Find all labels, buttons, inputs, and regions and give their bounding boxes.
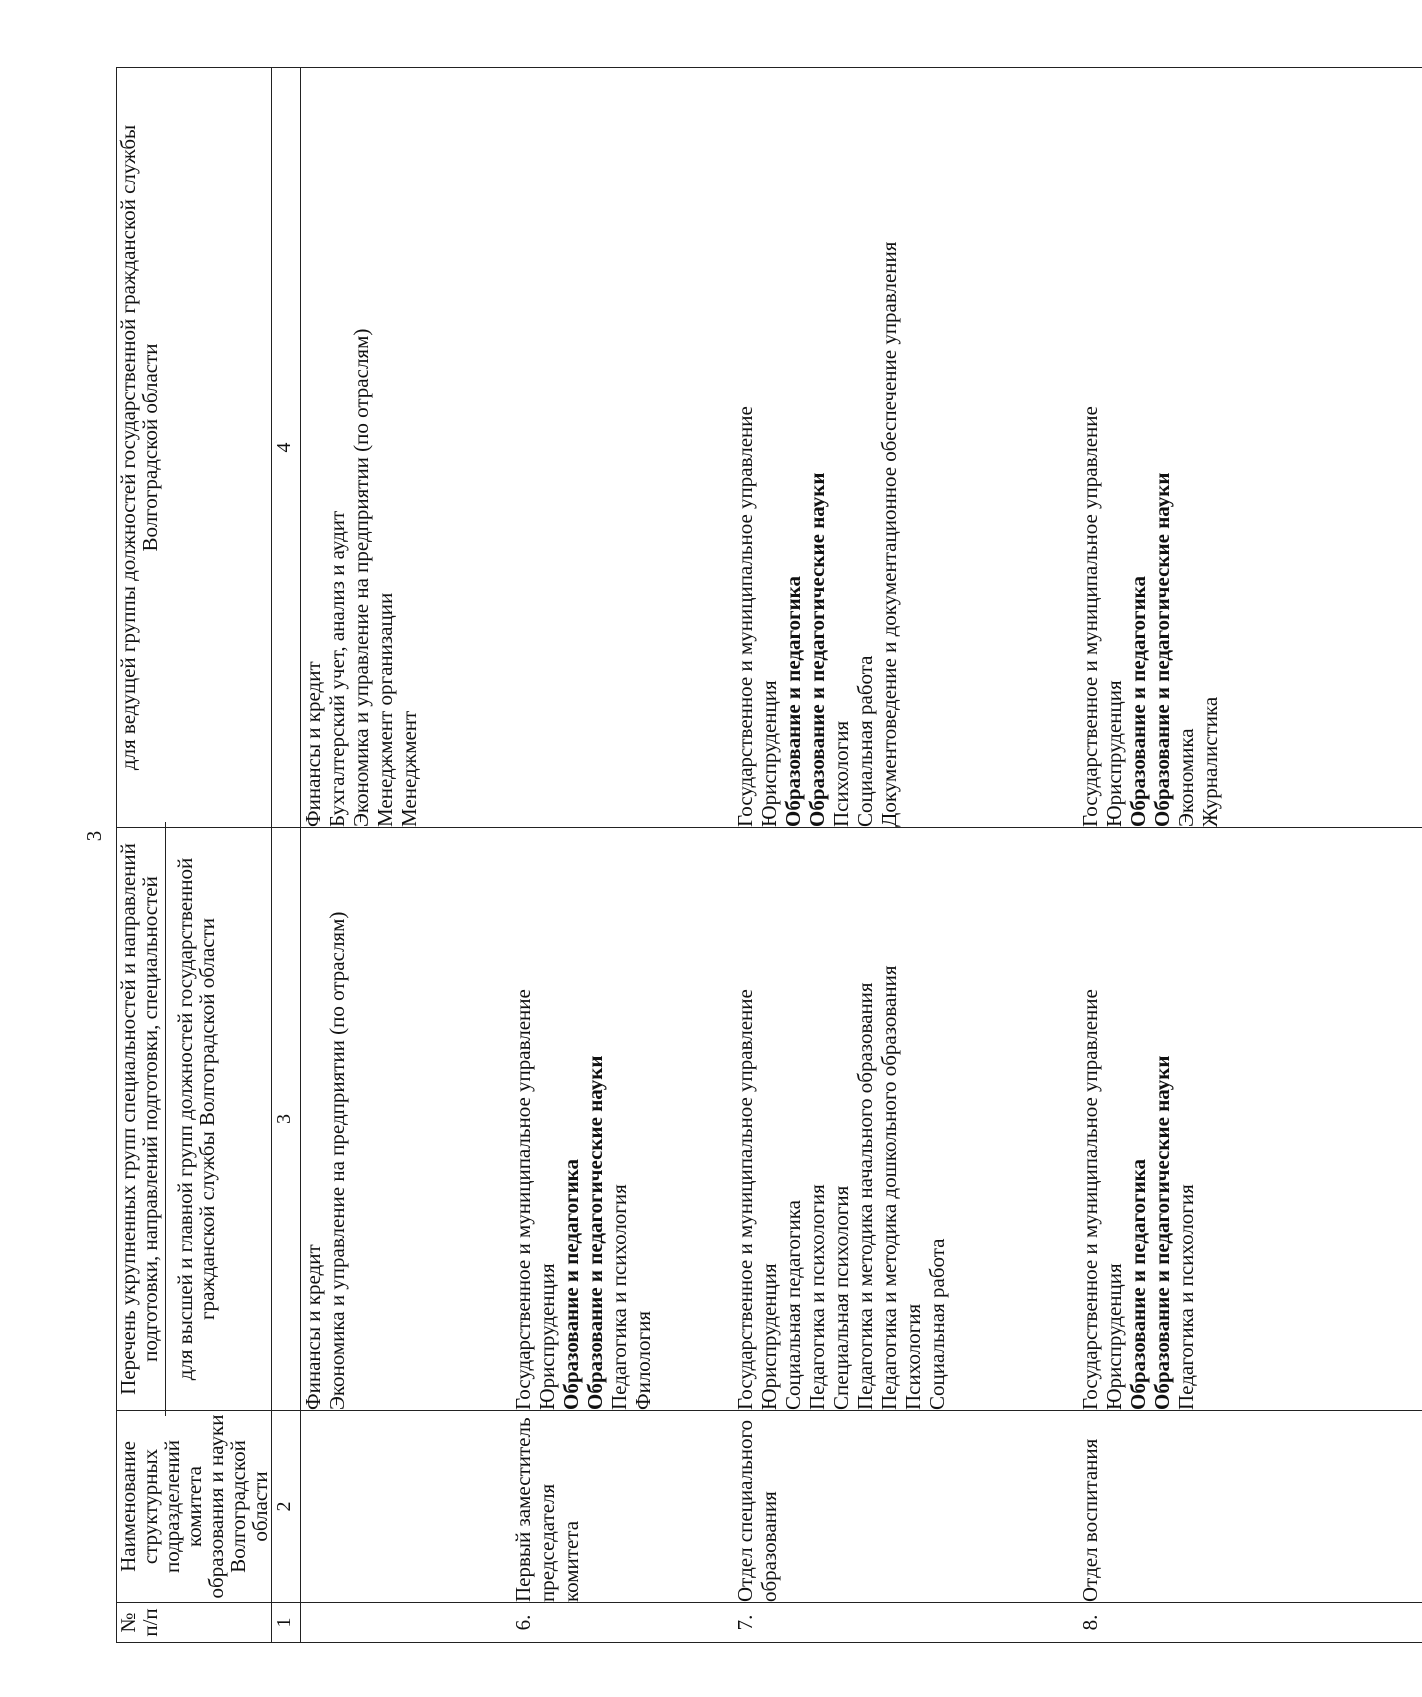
specialty-item: Образование и педагогика	[1126, 576, 1150, 827]
table-row	[1078, 68, 1408, 1643]
page-number: 3	[82, 830, 106, 842]
row-number-cell: 7.	[733, 1603, 1078, 1643]
trailing-cell	[1408, 828, 1422, 1411]
specialty-item: Образование и педагогические науки	[583, 1055, 607, 1410]
department-name-cell: Отдел воспитания	[1078, 1411, 1408, 1603]
specialty-item: Экономика	[1174, 728, 1198, 827]
department-name-cell: Отдел специального образования	[733, 1411, 1078, 1603]
specialties-table	[116, 67, 1422, 1643]
specialty-item: Экономика и управление на предприятии (по отраслям)	[349, 328, 373, 827]
specialty-item: Государственное и муниципальное управление	[1078, 406, 1102, 827]
specialty-item: Педагогика и психология	[607, 1184, 631, 1410]
specialty-item: Государственное и муниципальное управление	[733, 989, 757, 1410]
specialty-item: Образование и педагогические науки	[805, 472, 829, 827]
specialty-item: Бухгалтерский учет, анализ и аудит	[325, 510, 349, 827]
table-body	[301, 68, 1422, 1643]
department-name-cell	[301, 1411, 512, 1603]
leading-specialties-cell	[733, 68, 1078, 828]
column-number-3: 3	[272, 828, 301, 1411]
senior-specialties-cell	[301, 828, 512, 1411]
specialty-item: Психология	[901, 1303, 925, 1410]
specialty-item: Юриспруденция	[757, 1263, 781, 1410]
senior-specialties-cell	[733, 828, 1078, 1411]
column-number-1: 1	[272, 1603, 301, 1643]
table-row	[511, 68, 733, 1643]
header-col-senior-groups	[117, 828, 272, 1411]
column-number-row	[272, 68, 301, 1643]
row-number-cell: 8.	[1078, 1603, 1408, 1643]
specialty-item: Образование и педагогические науки	[1150, 472, 1174, 827]
specialty-item: Специальная психология	[829, 1185, 853, 1410]
header-row	[117, 68, 272, 1643]
specialty-item: Государственное и муниципальное управление	[511, 989, 535, 1410]
trailing-cell	[1408, 68, 1422, 828]
specialty-item: Социальная работа	[925, 1238, 949, 1410]
specialty-item: Государственное и муниципальное управление	[1078, 989, 1102, 1410]
department-name-cell: Первый заместитель председателя комитета	[511, 1411, 733, 1603]
specialty-item: Филология	[631, 1310, 655, 1410]
specialty-item: Образование и педагогика	[781, 576, 805, 827]
specialty-item: Педагогика и методика дошкольного образования	[877, 965, 901, 1410]
table-row	[301, 68, 512, 1643]
specialty-item: Финансы и кредит	[301, 1244, 325, 1410]
trailing-cell	[1408, 1411, 1422, 1603]
specialty-item: Социальная работа	[853, 655, 877, 827]
specialty-item: Юриспруденция	[1102, 1263, 1126, 1410]
leading-specialties-cell	[1078, 68, 1408, 828]
header-spanning-title: Перечень укрупненных групп специальностей и направлений подготовки, направлений подготовки, специальностей	[117, 822, 166, 1416]
specialty-item: Журналистика	[1198, 696, 1222, 827]
header-col-leading-group: для ведущей группы должностей государственной гражданской службы Волгоградской области	[117, 68, 272, 828]
header-col-name: Наименование структурных подразделений комитета образования и науки Волгоградской области	[117, 1411, 272, 1603]
header-col-number: № п/п	[117, 1603, 272, 1643]
specialty-item: Образование и педагогика	[1126, 1159, 1150, 1410]
specialty-item: Юриспруденция	[757, 680, 781, 827]
leading-specialties-cell	[511, 68, 733, 828]
specialty-item: Психология	[829, 720, 853, 827]
specialty-item: Юриспруденция	[1102, 680, 1126, 827]
senior-specialties-cell	[511, 828, 733, 1411]
specialty-item: Менеджмент	[397, 710, 421, 827]
senior-specialties-cell	[1078, 828, 1408, 1411]
table-row	[733, 68, 1078, 1643]
specialty-item: Юриспруденция	[535, 1263, 559, 1410]
specialty-item: Педагогика и методика начального образования	[853, 982, 877, 1410]
table-trailing-space	[1408, 68, 1422, 1643]
specialty-item: Педагогика и психология	[1174, 1184, 1198, 1410]
specialty-item: Образование и педагогические науки	[1150, 1055, 1174, 1410]
specialty-item: Образование и педагогика	[559, 1159, 583, 1410]
specialty-item: Экономика и управление на предприятии (по отраслям)	[325, 911, 349, 1410]
row-number-cell: 6.	[511, 1603, 733, 1643]
rotated-table-sheet	[116, 68, 1222, 1643]
specialty-item: Менеджмент организации	[373, 592, 397, 827]
trailing-cell	[1408, 1603, 1422, 1643]
specialty-item: Государственное и муниципальное управление	[733, 406, 757, 827]
column-number-4: 4	[272, 68, 301, 828]
header-senior-text: для высшей и главной групп должностей государственной гражданской службы Волгоградской области	[173, 857, 219, 1381]
specialty-item: Финансы и кредит	[301, 661, 325, 827]
specialty-item: Социальная педагогика	[781, 1200, 805, 1410]
row-number-cell	[301, 1603, 512, 1643]
column-number-2: 2	[272, 1411, 301, 1603]
specialty-item: Педагогика и психология	[805, 1184, 829, 1410]
specialty-item: Документоведение и документационное обеспечение управления	[877, 241, 901, 827]
leading-specialties-cell	[301, 68, 512, 828]
